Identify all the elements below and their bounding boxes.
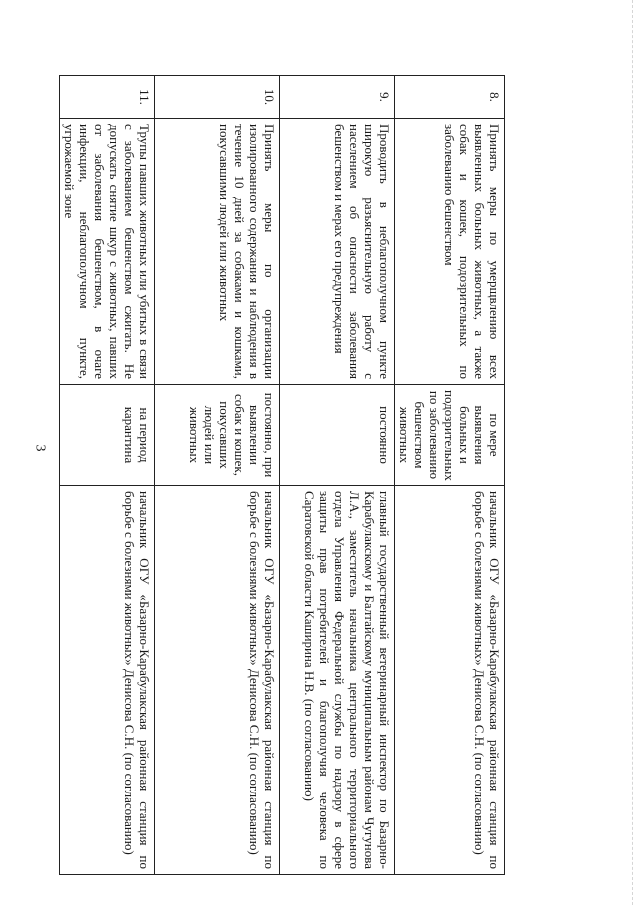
period-cell: постоянно	[280, 385, 395, 486]
period-cell: постоянно, при выявлении собак и кошек, покусавших людей или животных	[155, 385, 280, 486]
table-row	[395, 76, 505, 875]
row-number: 8.	[395, 76, 505, 119]
measure-cell: Принять меры по умерщвлению всех выявленных больных животных, а также собак и кошек, подозрительных по заболеванию бешенством	[395, 119, 505, 385]
measures-table	[59, 75, 505, 875]
responsible-cell: начальник ОГУ «Базарно-Карабулакская районная станция по борьбе с болезнями животных» Денисова С.Н. (по согласованию)	[60, 486, 155, 875]
period-cell: на период карантина	[60, 385, 155, 486]
rotated-table-container	[62, 75, 505, 875]
table-row	[155, 76, 280, 875]
responsible-cell: начальник ОГУ «Базарно-Карабулакская районная станция по борьбе с болезнями животных» Денисова С.Н. (по согласованию)	[395, 486, 505, 875]
measure-cell: Проводить в неблагополучном пункте широкую разъяснительную работу с населением об опасности заболевания бешенством и мерах его предупреждения	[280, 119, 395, 385]
responsible-cell: главный государственный ветеринарный инспектор по Базарно-Карабулакскому и Балтайскому муниципальным районам Чугунова Л.А., заместитель начальника центрального территориального отдела Управления Федеральной службы по надзору в сфере защиты прав потребителей и благополучия человека по Саратовской области Каширина Н.В. (по согласованию)	[280, 486, 395, 875]
period-cell: по мере выявления больных и подозрительных по заболеванию бешенством животных	[395, 385, 505, 486]
table-row	[60, 76, 155, 875]
measure-cell: Трупы павших животных или убитых в связи с заболеванием бешенством сжигать. Не допускать снятие шкур с животных, павших от заболевания бешенством, в очаге инфекции, неблагополучном пункте, угрожаемой зоне	[60, 119, 155, 385]
scan-edge-line	[632, 0, 634, 905]
responsible-cell: начальник ОГУ «Базарно-Карабулакская районная станция по борьбе с болезнями животных» Денисова С.Н. (по согласованию)	[155, 486, 280, 875]
table-row	[280, 76, 395, 875]
page-number: 3	[32, 444, 48, 452]
row-number: 9.	[280, 76, 395, 119]
row-number: 10.	[155, 76, 280, 119]
measure-cell: Принять меры по организации изолированного содержания и наблюдения в течение 10 дней за собаками и кошками, покусавшими людей или животных	[155, 119, 280, 385]
row-number: 11.	[60, 76, 155, 119]
